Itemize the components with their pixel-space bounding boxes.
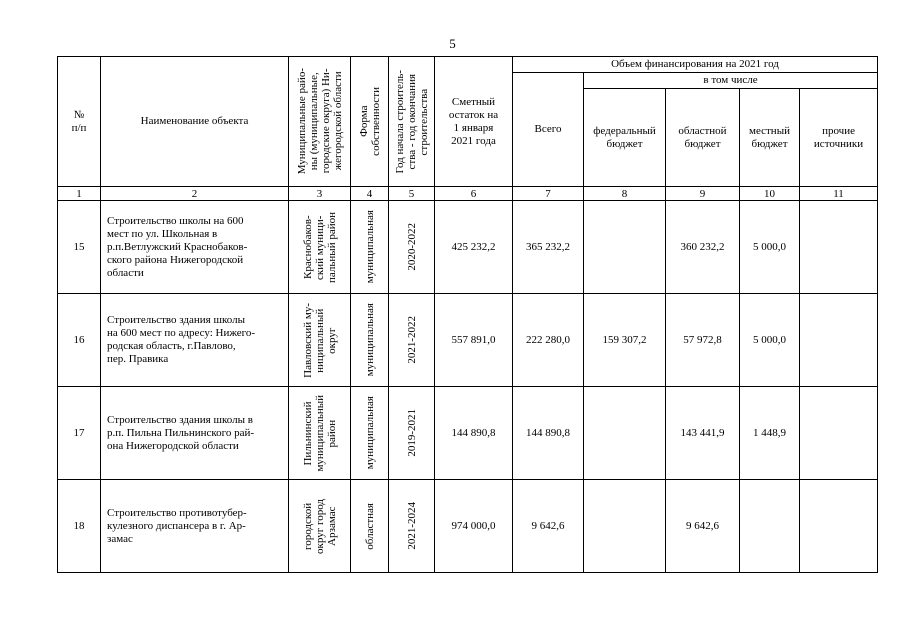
other-cell (800, 387, 878, 480)
local-cell (740, 480, 800, 573)
header-ownership: Форма собственности (351, 57, 389, 187)
municipality-cell: Павловский му- ниципальный округ (289, 294, 351, 387)
object-name: Строительство здания школы в р.п. Пильна Пильнинского рай- она Нижегородской области (101, 387, 289, 480)
column-index: 11 (800, 187, 878, 201)
column-index: 10 (740, 187, 800, 201)
column-index: 5 (389, 187, 435, 201)
table-body (58, 201, 878, 573)
row-num: 17 (58, 387, 101, 480)
other-cell (800, 294, 878, 387)
estimated-balance-cell: 144 890,8 (435, 387, 513, 480)
ownership-cell: муниципальная (351, 387, 389, 480)
regional-cell: 57 972,8 (666, 294, 740, 387)
financing-table (57, 56, 878, 573)
municipality-cell: Краснобаков- ский муници- пальный район (289, 201, 351, 294)
header-federal: федеральный бюджет (584, 89, 666, 187)
estimated-balance-cell: 557 891,0 (435, 294, 513, 387)
column-index: 2 (101, 187, 289, 201)
row-num: 18 (58, 480, 101, 573)
local-cell: 5 000,0 (740, 294, 800, 387)
local-cell: 1 448,9 (740, 387, 800, 480)
local-cell: 5 000,0 (740, 201, 800, 294)
federal-cell (584, 201, 666, 294)
years-cell: 2021-2022 (389, 294, 435, 387)
other-cell (800, 201, 878, 294)
table-row (58, 387, 878, 480)
column-index: 1 (58, 187, 101, 201)
column-index: 6 (435, 187, 513, 201)
column-index: 3 (289, 187, 351, 201)
column-index-row (58, 187, 878, 201)
header-estimated-balance: Сметный остаток на 1 января 2021 года (435, 57, 513, 187)
column-index: 8 (584, 187, 666, 201)
years-cell: 2021-2024 (389, 480, 435, 573)
total-cell: 222 280,0 (513, 294, 584, 387)
regional-cell: 360 232,2 (666, 201, 740, 294)
table-row (58, 294, 878, 387)
object-name: Строительство противотубер- кулезного диспансера в г. Ар- замас (101, 480, 289, 573)
total-cell: 365 232,2 (513, 201, 584, 294)
column-index: 7 (513, 187, 584, 201)
header-municipality: Муниципальные райо- ны (муниципальные, городские округа) Ни- жегородской области (289, 57, 351, 187)
header-years: Год начала строитель- ства - год окончания строительства (389, 57, 435, 187)
header-total: Всего (513, 73, 584, 187)
header-object-name: Наименование объекта (101, 57, 289, 187)
row-num: 16 (58, 294, 101, 387)
table-row (58, 480, 878, 573)
years-cell: 2019-2021 (389, 387, 435, 480)
years-cell: 2020-2022 (389, 201, 435, 294)
total-cell: 144 890,8 (513, 387, 584, 480)
federal-cell (584, 387, 666, 480)
header-local: местный бюджет (740, 89, 800, 187)
municipality-cell: Пильнинский муниципальный район (289, 387, 351, 480)
header-including: в том числе (584, 73, 878, 89)
estimated-balance-cell: 974 000,0 (435, 480, 513, 573)
table-header (58, 57, 878, 201)
object-name: Строительство школы на 600 мест по ул. Школьная в р.п.Ветлужский Краснобаков- ского района Нижегородской области (101, 201, 289, 294)
object-name: Строительство здания школы на 600 мест по адресу: Нижего- родская область, г.Павлово, пер. Правика (101, 294, 289, 387)
header-other: прочие источники (800, 89, 878, 187)
total-cell: 9 642,6 (513, 480, 584, 573)
regional-cell: 143 441,9 (666, 387, 740, 480)
header-num: № п/п (58, 57, 101, 187)
other-cell (800, 480, 878, 573)
ownership-cell: муниципальная (351, 294, 389, 387)
municipality-cell: городской округ город Арзамас (289, 480, 351, 573)
estimated-balance-cell: 425 232,2 (435, 201, 513, 294)
header-funding-volume: Объем финансирования на 2021 год (513, 57, 878, 73)
page-number: 5 (449, 36, 456, 51)
federal-cell: 159 307,2 (584, 294, 666, 387)
ownership-cell: муниципальная (351, 201, 389, 294)
regional-cell: 9 642,6 (666, 480, 740, 573)
ownership-cell: областная (351, 480, 389, 573)
federal-cell (584, 480, 666, 573)
column-index: 4 (351, 187, 389, 201)
header-regional: областной бюджет (666, 89, 740, 187)
row-num: 15 (58, 201, 101, 294)
column-index: 9 (666, 187, 740, 201)
table-row (58, 201, 878, 294)
